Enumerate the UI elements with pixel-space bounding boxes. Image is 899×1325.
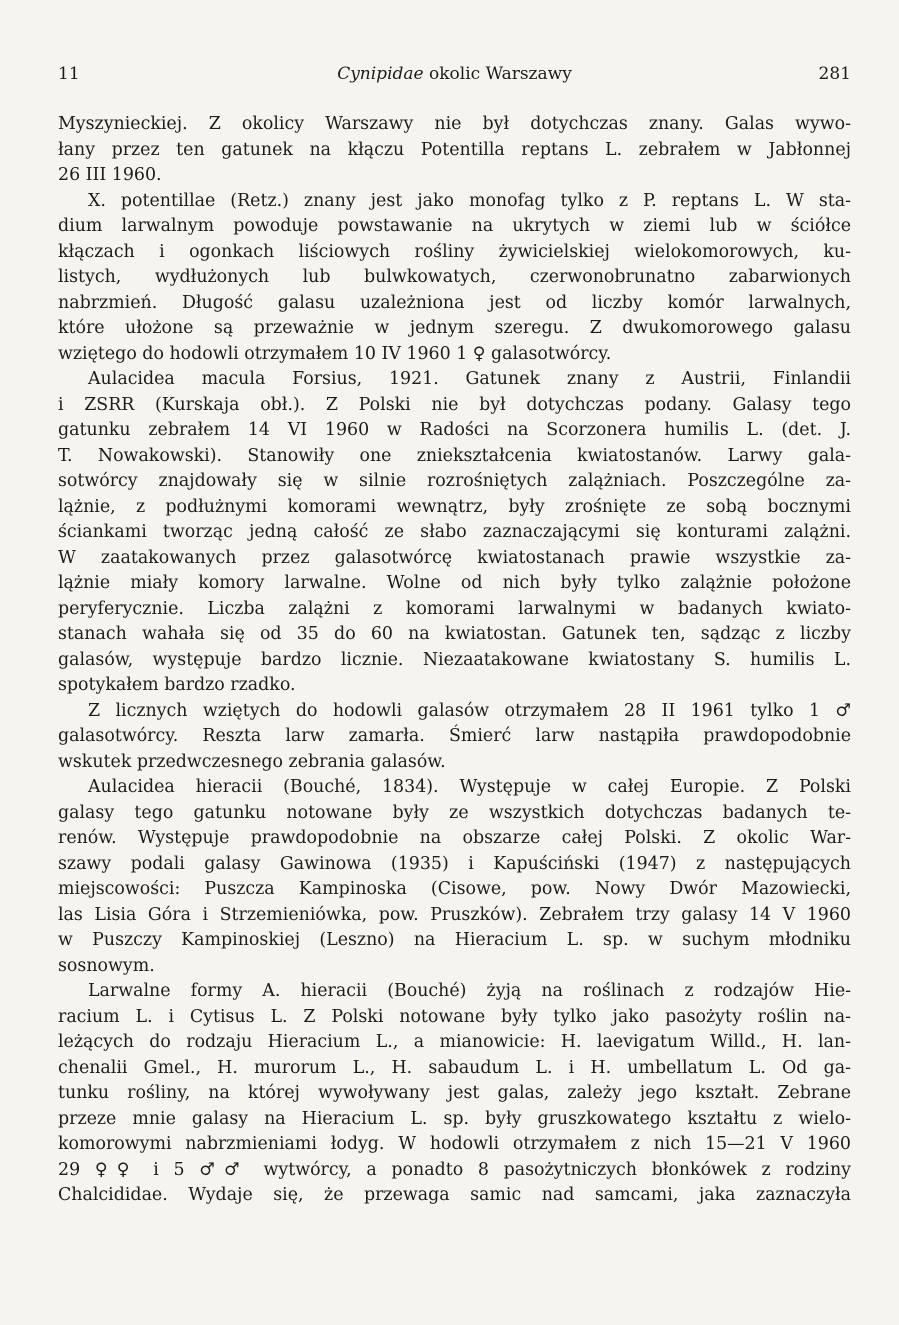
page-number-right: 281 bbox=[818, 64, 851, 84]
text-line: tunku rośliny, na której wywoływany jest galas, zależy jego kształt. Zebrane bbox=[58, 1083, 851, 1103]
text-line: Aulacidea hieracii (Bouché, 1834). Występuje w całej Europie. Z Polski bbox=[88, 777, 851, 797]
text-line: chenalii Gmel., H. murorum L., H. sabaudum L. i H. umbellatum L. Od ga- bbox=[58, 1057, 851, 1078]
text-line: wziętego do hodowli otrzymałem 10 IV 1960 1 ♀ galasotwórcy. bbox=[58, 343, 612, 364]
text-line: Myszynieckiej. Z okolicy Warszawy nie był dotychczas znany. Galas wywo- bbox=[58, 114, 851, 134]
text-line: ściankami tworząc jedną całość ze słabo zaznaczającymi się konturami zalążni. bbox=[58, 522, 851, 542]
text-line: galasotwórcy. Reszta larw zamarła. Śmierć larw nastąpiła prawdopodobnie bbox=[58, 726, 851, 746]
text-line: T. Nowakowski). Stanowiły one zniekształcenia kwiatostanów. Larwy gala- bbox=[58, 445, 851, 466]
text-line: galasów, występuje bardzo licznie. Niezaatakowane kwiatostany S. humilis L. bbox=[58, 649, 851, 670]
running-title-rest: okolic Warszawy bbox=[423, 64, 572, 84]
text-line: sotwórcy znajdowały się w silnie rozrośniętych zalążniach. Poszczególne za- bbox=[58, 471, 851, 491]
text-line: W zaatakowanych przez galasotwórcę kwiatostanach prawie wszystkie za- bbox=[58, 547, 851, 568]
text-line: spotykałem bardzo rzadko. bbox=[58, 675, 296, 695]
text-line: szawy podali galasy Gawinowa (1935) i Kapuściński (1947) z następujących bbox=[58, 853, 851, 874]
text-line: renów. Występuje prawdopodobnie na obszarze całej Polski. Z okolic War- bbox=[58, 828, 851, 848]
text-line: przeze mnie galasy na Hieracium L. sp. były gruszkowatego kształtu z wielo- bbox=[58, 1108, 851, 1129]
running-title-italic: Cynipidae bbox=[337, 64, 424, 84]
text-line: łany przez ten gatunek na kłączu Potentilla reptans L. zebrałem w Jabłonnej bbox=[58, 139, 851, 160]
text-line: leżących do rodzaju Hieracium L., a mianowicie: H. laevigatum Willd., H. lan- bbox=[58, 1032, 851, 1052]
text-line: miejscowości: Puszcza Kampinoska (Cisowe, pow. Nowy Dwór Mazowiecki, bbox=[58, 879, 851, 899]
text-line: racium L. i Cytisus L. Z Polski notowane były tylko jako pasożyty roślin na- bbox=[58, 1006, 851, 1027]
text-line: las Lisia Góra i Strzemieniówka, pow. Pruszków). Zebrałem trzy galasy 14 V 1960 bbox=[58, 904, 851, 925]
text-line: kłączach i ogonkach liściowych rośliny żywicielskiej wielokomorowych, ku- bbox=[58, 241, 851, 262]
text-line: Chalcididae. Wydaje się, że przewaga samic nad samcami, jaka zaznaczyła bbox=[58, 1185, 851, 1205]
text-line: lążnie miały komory larwalne. Wolne od nich były tylko zalążnie położone bbox=[58, 573, 851, 593]
text-line: Larwalne formy A. hieracii (Bouché) żyją na roślinach z rodzajów Hie- bbox=[88, 981, 851, 1001]
running-header bbox=[58, 62, 851, 86]
text-line: dium larwalnym powoduje powstawanie na ukrytych w ziemi lub w ściółce bbox=[58, 216, 851, 236]
text-line: wskutek przedwczesnego zebrania galasów. bbox=[58, 751, 446, 772]
running-title bbox=[58, 62, 851, 86]
text-line: komorowymi nabrzmieniami łodyg. W hodowli otrzymałem z nich 15—21 V 1960 bbox=[58, 1134, 851, 1154]
text-line: listych, wydłużonych lub bulwkowatych, czerwonobrunatno zabarwionych bbox=[58, 267, 851, 287]
text-line: gatunku zebrałem 14 VI 1960 w Radości na Scorzonera humilis L. (det. J. bbox=[58, 420, 851, 440]
page-number-left: 11 bbox=[58, 64, 80, 84]
text-line: Aulacidea macula Forsius, 1921. Gatunek znany z Austrii, Finlandii bbox=[88, 369, 851, 389]
text-line: 26 III 1960. bbox=[58, 165, 162, 185]
text-line: i ZSRR (Kurskaja obł.). Z Polski nie był dotychczas podany. Galasy tego bbox=[58, 394, 851, 415]
text-line: nabrzmień. Długość galasu uzależniona jest od liczby komór larwalnych, bbox=[58, 292, 851, 313]
text-line: Z licznych wziętych do hodowli galasów otrzymałem 28 II 1961 tylko 1 ♂ bbox=[88, 700, 851, 721]
text-line: w Puszczy Kampinoskiej (Leszno) na Hieracium L. sp. w suchym młodniku bbox=[58, 930, 851, 950]
body-text bbox=[58, 112, 851, 1209]
text-line: X. potentillae (Retz.) znany jest jako monofag tylko z P. reptans L. W sta- bbox=[88, 190, 851, 211]
text-line: galasy tego gatunku notowane były ze wszystkich dotychczas badanych te- bbox=[58, 802, 851, 823]
text-line: peryferycznie. Liczba zalążni z komorami larwalnymi w badanych kwiato- bbox=[58, 598, 851, 619]
text-line: stanach wahała się od 35 do 60 na kwiatostan. Gatunek ten, sądząc z liczby bbox=[58, 624, 851, 644]
text-line: lążnie, z podłużnymi komorami wewnątrz, były zrośnięte ze sobą bocznymi bbox=[58, 496, 851, 517]
text-line: które ułożone są przeważnie w jednym szeregu. Z dwukomorowego galasu bbox=[58, 318, 851, 338]
text-line: sosnowym. bbox=[58, 955, 155, 976]
text-line: 29 ♀♀ i 5 ♂♂ wytwórcy, a ponadto 8 pasożytniczych błonkówek z rodziny bbox=[58, 1159, 851, 1180]
